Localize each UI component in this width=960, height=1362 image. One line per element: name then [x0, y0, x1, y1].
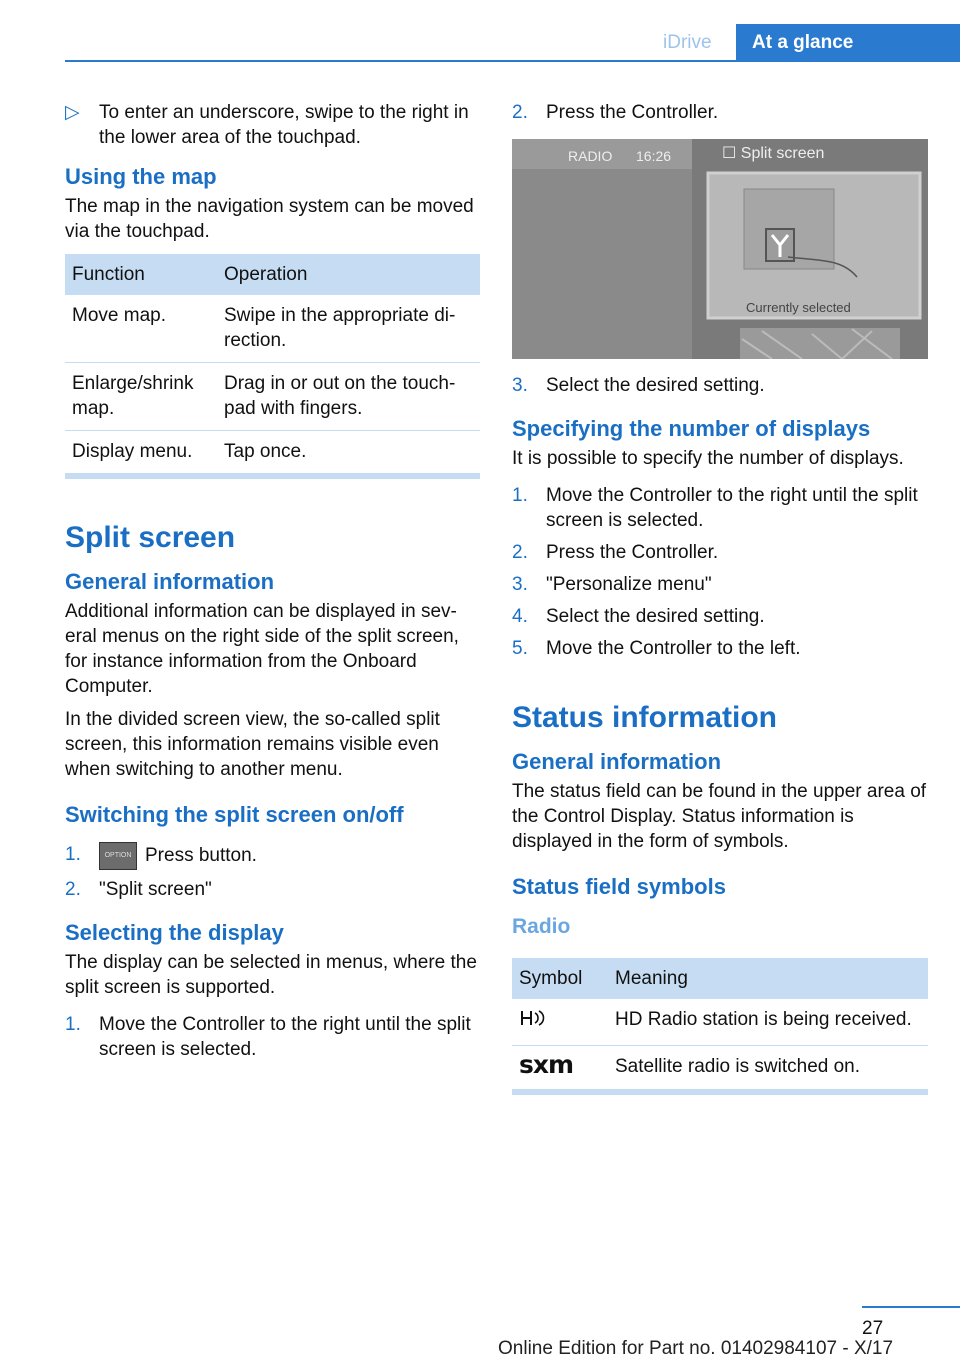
selecting-heading: Selecting the display [65, 920, 284, 945]
general-info-p1: Additional information can be displayed in sev‐eral menus on the right side of the split screen, for instance information from the Onboard Computer. [65, 601, 459, 697]
left-column [65, 100, 480, 1069]
step-text: Move the Controller to the right until the split screen is selected. [99, 1014, 471, 1060]
step-text: Move the Controller to the left. [546, 638, 801, 659]
step-text: Move the Controller to the right until the split screen is selected. [546, 485, 918, 531]
status-general-heading: General information [512, 749, 722, 774]
general-info-p2: In the divided screen view, the so-called split screen, this information remains visible even when switching to another menu. [65, 709, 440, 780]
step-number: 1. [512, 485, 528, 506]
clock-label: 16:26 [636, 148, 672, 164]
step-content [99, 842, 257, 870]
control-display-image [512, 139, 928, 359]
specifying-heading: Specifying the number of displays [512, 416, 871, 441]
step-text: "Personalize menu" [546, 574, 712, 595]
switching-heading: Switching the split screen on/off [65, 802, 404, 827]
list-item [65, 1012, 480, 1062]
table-cell: Swipe in the appropriate di‐rection. [217, 295, 480, 363]
symbol-cell [512, 1046, 608, 1090]
bullet-text: To enter an underscore, swipe to the right in the lower area of the touchpad. [99, 102, 469, 148]
step-text: "Split screen" [99, 879, 212, 900]
list-item [512, 540, 928, 565]
step-number: 2. [65, 879, 81, 900]
column-header: Symbol [512, 958, 608, 999]
table-row [512, 1046, 928, 1090]
table-cell: Tap once. [217, 431, 480, 474]
section-label: iDrive [663, 32, 712, 53]
general-info-heading: General information [65, 569, 275, 594]
radio-label: RADIO [568, 148, 613, 164]
table-cell: Satellite radio is switched on. [608, 1046, 928, 1090]
symbol-cell [512, 999, 608, 1046]
status-general-text: The status field can be found in the upper area of the Control Display. Status information is displayed in the form of symbols. [512, 781, 927, 852]
table-row [65, 295, 480, 363]
edition-note: Online Edition for Part no. 01402984107 - X/17 [498, 1338, 894, 1359]
table-cell: Drag in or out on the touch‐pad with fingers. [217, 363, 480, 431]
list-item [512, 572, 928, 597]
step-number: 3. [512, 375, 528, 396]
chapter-tab: At a glance [736, 24, 960, 60]
using-map-text: The map in the navigation system can be moved via the touchpad. [65, 196, 474, 242]
list-item [512, 483, 928, 533]
list-item [65, 842, 480, 870]
table-row [65, 431, 480, 474]
header-rule [65, 60, 960, 62]
right-column [512, 100, 928, 1095]
specifying-text: It is possible to specify the number of displays. [512, 448, 904, 469]
step-text: Press the Controller. [546, 542, 719, 563]
column-header: Meaning [608, 958, 928, 999]
list-item [65, 877, 480, 902]
split-screen-heading: Split screen [65, 521, 236, 554]
step-number: 2. [512, 542, 528, 563]
triangle-bullet-icon: ▷ [65, 102, 80, 123]
list-item [512, 100, 928, 125]
table-cell: Enlarge/shrink map. [65, 363, 217, 431]
step-text: Press button. [145, 845, 257, 867]
table-row [512, 999, 928, 1046]
step-number: 5. [512, 638, 528, 659]
selecting-text: The display can be selected in menus, where the split screen is supported. [65, 952, 477, 998]
step-number: 3. [512, 574, 528, 595]
status-info-heading: Status information [512, 701, 778, 734]
map-table [65, 254, 480, 479]
currently-selected-label: Currently selected [746, 300, 851, 315]
page-header [0, 0, 960, 62]
option-button-icon: OPTION [99, 842, 137, 870]
using-map-heading: Using the map [65, 164, 217, 189]
table-bottom-rule [65, 474, 480, 479]
step-number: 1. [65, 844, 81, 865]
list-item [512, 604, 928, 629]
step-number: 4. [512, 606, 528, 627]
step-text: Press the Controller. [546, 102, 719, 123]
step-number: 1. [65, 1014, 81, 1035]
column-header: Operation [217, 254, 480, 295]
list-item [512, 373, 928, 398]
split-screen-label: ☐ Split screen [722, 145, 825, 162]
table-cell: HD Radio station is being received. [608, 999, 928, 1046]
step-text: Select the desired setting. [546, 375, 765, 396]
table-header-row [512, 958, 928, 999]
symbols-heading: Status field symbols [512, 874, 726, 899]
column-header: Function [65, 254, 217, 295]
symbol-table [512, 958, 928, 1095]
table-header-row [65, 254, 480, 295]
table-cell: Display menu. [65, 431, 217, 474]
bullet-item [65, 100, 480, 150]
footer-rule [862, 1306, 960, 1308]
sxm-logo: sxm [519, 1050, 574, 1079]
hd-radio-icon [519, 1007, 549, 1029]
split-screen-illustration [512, 139, 928, 359]
step-number: 2. [512, 102, 528, 123]
list-item [512, 636, 928, 661]
step-text: Select the desired setting. [546, 606, 765, 627]
radio-heading: Radio [512, 915, 571, 938]
table-bottom-rule [512, 1090, 928, 1095]
table-row [65, 363, 480, 431]
page-number: 27 [862, 1318, 884, 1339]
table-cell: Move map. [65, 295, 217, 363]
